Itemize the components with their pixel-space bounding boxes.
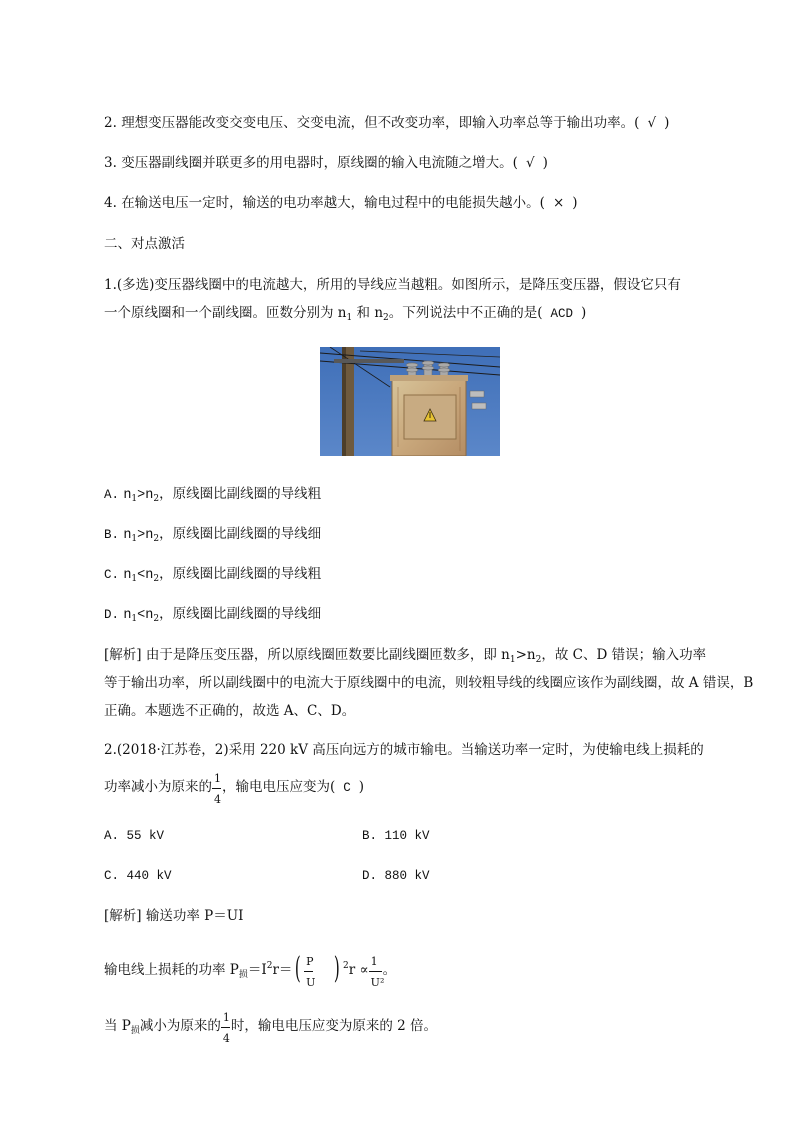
fraction-bar (221, 1027, 230, 1028)
option-label: A. (104, 488, 120, 502)
option-text: 880 kV (384, 869, 430, 883)
option-text: 110 kV (384, 829, 430, 843)
fraction-denominator: 4 (214, 792, 221, 806)
q2-number: 2. (104, 742, 117, 758)
q1-line-1 (104, 275, 681, 295)
formula-fraction-p-u (304, 954, 316, 989)
judgement-close: ) (572, 195, 578, 211)
analysis-text: 输送功率 P＝UI (145, 908, 244, 924)
q2-option-d (362, 866, 430, 886)
q1-line-2 (104, 303, 586, 328)
q2-answer: C (343, 781, 351, 795)
formula-text: r ∝ (348, 962, 369, 978)
option-sub1: 1 (131, 494, 138, 504)
judgement-text: 理想变压器能改变交变电压、交变电流，但不改变功率，即输入功率总等于输出功率。( (121, 115, 640, 131)
judgement-answer: × (552, 195, 565, 211)
q2-line-2 (104, 771, 365, 806)
option-text: ，原线圈比副线圈的导线细 (159, 526, 322, 542)
paren-left: ( (295, 951, 302, 986)
q1-option-a (104, 484, 321, 509)
analysis-sub2: 2 (535, 655, 542, 665)
fraction-numerator: P (306, 954, 314, 968)
q1-analysis-line-3: 正确。本题选不正确的，故选 A、C、D。 (104, 703, 356, 719)
final-fraction (221, 1010, 231, 1045)
fraction-bar (369, 971, 382, 972)
option-op: <n (137, 568, 154, 583)
q2-loss-formula (104, 951, 397, 989)
q1-option-d (104, 604, 321, 629)
fraction-numerator: 1 (222, 1010, 230, 1024)
analysis-tag: [解析] (104, 908, 142, 924)
option-label: B. (104, 528, 120, 542)
q2-final-line (104, 1010, 438, 1045)
analysis-text: 由于是降压变压器，所以原线圈匝数要比副线圈匝数多，即 n (145, 647, 510, 663)
q1-stem-2a: 一个原线圈和一个副线圈。匝数分别为 n (104, 305, 347, 321)
final-text: 减小为原来的 (139, 1018, 221, 1034)
q1-stem-2c: 。下列说法中不正确的是( (388, 305, 543, 321)
q1-analysis-line-2: 等于输出功率，所以副线圈中的电流大于原线圈中的电流，则较粗导线的线圈应该作为副线圈，故 A 错误，B (104, 675, 754, 691)
q2-close: ) (358, 779, 365, 795)
q2-option-c (104, 866, 172, 886)
option-label: D. (104, 608, 120, 622)
option-op: <n (137, 608, 154, 623)
option-text: ，原线圈比副线圈的导线细 (159, 606, 322, 622)
q1-answer: ACD (550, 307, 574, 321)
fraction-denominator: 4 (222, 1031, 230, 1045)
analysis-sub1: 1 (509, 655, 516, 665)
option-label: D. (362, 869, 378, 883)
q1-option-c (104, 564, 321, 589)
analysis-op: >n (515, 647, 536, 663)
q1-close: ) (581, 305, 587, 321)
option-label: C. (104, 869, 120, 883)
judgement-number: 3. (104, 155, 117, 171)
judgement-4 (104, 193, 578, 213)
paren-right: ) (334, 951, 341, 986)
section-title: 二、对点激活 (104, 236, 185, 252)
analysis-text: ，故 C、D 错误；输入功率 (541, 647, 707, 663)
option-sub1: 1 (131, 574, 138, 584)
fraction-denominator: U (306, 975, 316, 989)
judgement-3 (104, 153, 548, 173)
option-label: B. (362, 829, 378, 843)
option-text: 440 kV (126, 869, 172, 883)
option-n: n (123, 608, 132, 623)
formula-text: 输电线上损耗的功率 P (104, 962, 239, 978)
option-sub2: 2 (153, 534, 160, 544)
option-text: ，原线圈比副线圈的导线粗 (159, 566, 322, 582)
option-text: ，原线圈比副线圈的导线粗 (159, 486, 322, 502)
judgement-close: ) (542, 155, 548, 171)
q2-stem-1: (2018·江苏卷，2)采用 220 kV 高压向远方的城市输电。当输送功率一定时，为使输电线上损耗的 (116, 742, 704, 758)
option-text: 55 kV (126, 829, 165, 843)
fraction-bar (212, 788, 221, 789)
option-op: >n (137, 488, 154, 503)
formula-text: r＝ (272, 962, 293, 978)
q1-number: 1. (104, 277, 117, 293)
judgement-text: 变压器副线圈并联更多的用电器时，原线圈的输入电流随之增大。( (121, 155, 518, 171)
judgement-number: 2. (104, 115, 117, 131)
q2-fraction (212, 771, 222, 806)
option-sub2: 2 (153, 574, 160, 584)
q1-stem-1: (多选)变压器线圈中的电流越大，所用的导线应当越粗。如图所示，是降压变压器，假设它只有 (116, 277, 681, 293)
q1-analysis-line-1 (104, 645, 706, 670)
formula-sup: 2 (266, 961, 273, 971)
q1-stem-2b: 和 n (352, 305, 384, 321)
final-text: 时，输电电压应变为原来的 2 倍。 (230, 1018, 438, 1034)
judgement-answer: √ (647, 115, 657, 131)
fraction-bar (304, 971, 313, 972)
option-n: n (123, 488, 132, 503)
fraction-numerator: 1 (370, 954, 378, 968)
judgement-text: 在输送电压一定时，输送的电功率越大，输电过程中的电能损失越小。( (121, 195, 545, 211)
option-sub2: 2 (153, 494, 160, 504)
final-sub: 损 (130, 1026, 140, 1036)
q1-sub-2: 2 (383, 313, 389, 323)
option-sub2: 2 (153, 614, 160, 624)
q2-option-b (362, 826, 430, 846)
judgement-2 (104, 113, 669, 133)
option-n: n (123, 568, 132, 583)
analysis-tag: [解析] (104, 647, 142, 663)
q2-analysis-line-1 (104, 906, 243, 926)
option-sub1: 1 (131, 614, 138, 624)
formula-fraction-1-u2 (369, 954, 385, 989)
q2-stem-2b: ，输电电压应变为( (222, 779, 336, 795)
q2-line-1 (104, 740, 704, 760)
judgement-close: ) (664, 115, 670, 131)
q1-option-b (104, 524, 321, 549)
option-op: >n (137, 528, 154, 543)
option-label: A. (104, 829, 120, 843)
q2-stem-2a: 功率减小为原来的 (104, 779, 212, 795)
option-sub1: 1 (131, 534, 138, 544)
option-n: n (123, 528, 132, 543)
q1-sub-1: 1 (346, 313, 353, 323)
formula-text: ＝I (247, 962, 267, 978)
formula-text: 。 (382, 962, 397, 978)
formula-sub: 损 (238, 970, 248, 980)
final-text: 当 P (104, 1018, 131, 1034)
judgement-number: 4. (104, 195, 117, 211)
fraction-denominator: U² (370, 975, 385, 989)
judgement-answer: √ (525, 155, 535, 171)
formula-sup: 2 (343, 961, 349, 971)
fraction-numerator: 1 (214, 771, 221, 785)
option-label: C. (104, 568, 120, 582)
transformer-photo (320, 347, 500, 456)
q2-option-a (104, 826, 164, 846)
